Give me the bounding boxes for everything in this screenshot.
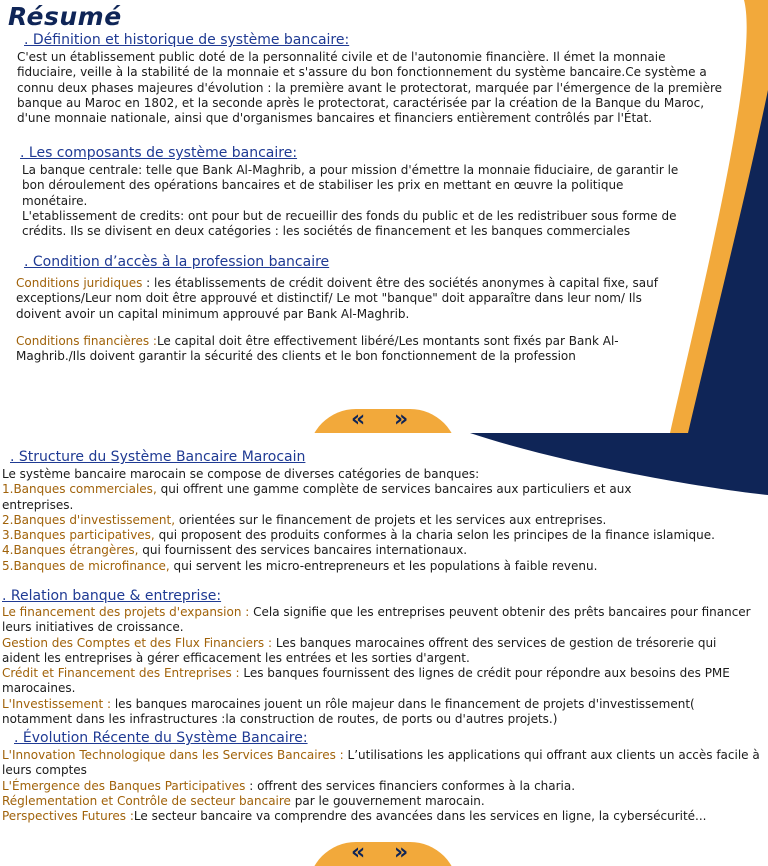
item-label: 4.Banques étrangères, <box>2 543 139 558</box>
item-label: Réglementation et Contrôle de secteur bancaire <box>2 793 291 808</box>
next-slide-button[interactable]: » <box>394 409 409 432</box>
list-item <box>2 697 758 728</box>
item-label: Crédit et Financement des Entreprises : <box>2 666 240 681</box>
conditions-financieres-label: Conditions financières : <box>16 334 157 348</box>
composants-block <box>22 163 682 239</box>
item-text: Les banques marocaines offrent des services de gestion de trésorerie qui aident les entreprises à gérer efficacement les entrées et les sorties d'argent. <box>2 635 717 665</box>
list-item <box>2 513 766 528</box>
item-label: L'Innovation Technologique dans les Services Bancaires : <box>2 748 344 762</box>
list-item <box>2 794 766 809</box>
heading-relation: . Relation banque & entreprise: <box>2 588 222 604</box>
list-item <box>2 748 766 779</box>
item-label: Gestion des Comptes et des Flux Financiers : <box>2 635 272 650</box>
prev-slide-button[interactable]: « <box>351 409 366 432</box>
relation-block <box>2 605 758 727</box>
evolution-block <box>2 748 766 824</box>
item-label: Le financement des projets d'expansion : <box>2 605 250 619</box>
list-item <box>2 528 766 543</box>
conditions-juridiques <box>16 276 680 322</box>
item-label: L'Émergence des Banques Participatives <box>2 778 246 793</box>
slide2-nav-control <box>308 842 458 866</box>
list-item <box>2 636 758 667</box>
definition-text: C'est un établissement public doté de la personnalité civile et de l'autonomie financière. Il émet la monnaie fiduciaire, veille à la stabilité de la monnaie et s'assure du bon fonctionnement du système bancaire.Ce système a connu deux phases majeures d'évolution : la première avant le protectorat, marquée par l'émergence de la première banque au Maroc en 1802, et la seconde après le protectorat, caractérisée par la création de la Banque du Maroc, d'une monnaie nationale, ainsi que d'organismes bancaires et financiers entièrement contrôlés par l'État. <box>17 50 723 126</box>
item-label: 2.Banques d'investissement, <box>2 512 176 527</box>
item-label: 1.Banques commerciales, <box>2 482 157 497</box>
list-item <box>2 666 758 697</box>
list-item <box>2 809 766 824</box>
heading-condition-acces: . Condition d’accès à la profession bancaire <box>24 254 330 270</box>
conditions-financieres <box>16 334 680 365</box>
item-label: 5.Banques de microfinance, <box>2 558 170 573</box>
list-item <box>2 482 638 513</box>
item-label: L'Investissement : <box>2 696 112 711</box>
page-title: Résumé <box>8 2 122 31</box>
conditions-financieres-text: Le capital doit être effectivement libéré/Les montants sont fixés par Bank Al-Maghrib./Ils doivent garantir la sécurité des clients et le bon fonctionnement de la profession <box>16 334 619 364</box>
heading-definition: . Définition et historique de système bancaire: <box>24 32 350 48</box>
prev-slide-button[interactable]: « <box>351 842 366 865</box>
slide1-nav-control <box>308 409 458 433</box>
item-text: qui fournissent des services bancaires internationaux. <box>138 543 468 558</box>
item-label: 3.Banques participatives, <box>2 528 155 543</box>
item-text: orientées sur le financement de projets et les services aux entreprises. <box>175 512 607 527</box>
heading-evolution: . Évolution Récente du Système Bancaire: <box>14 730 308 746</box>
heading-structure: . Structure du Système Bancaire Marocain <box>10 449 306 465</box>
slide-structure <box>0 433 768 866</box>
next-slide-button[interactable]: » <box>394 842 409 865</box>
item-text: les banques marocaines jouent un rôle majeur dans le financement de projets d'investissement( notamment dans les infrastructures :la construction de routes, de ports ou d'autres projets.) <box>2 696 695 727</box>
item-label: Perspectives Futures : <box>2 809 134 824</box>
banque-centrale-text: La banque centrale: telle que Bank Al-Maghrib, a pour mission d'émettre la monnaie fiduciaire, de garantir le bon déroulement des opérations bancaires et de stabiliser les prix en mettant en œuvre la politique monétaire. <box>22 163 679 208</box>
item-text: qui servent les micro-entrepreneurs et les populations à faible revenu. <box>169 558 598 573</box>
conditions-juridiques-label: Conditions juridiques <box>16 276 143 290</box>
nav-dome <box>308 409 458 433</box>
list-item <box>2 559 766 574</box>
list-item <box>2 543 766 558</box>
list-item <box>2 779 766 794</box>
structure-intro: Le système bancaire marocain se compose de diverses catégories de banques: <box>2 467 480 481</box>
item-text: L’utilisations les applications qui offrant aux clients un accès facile à leurs comptes <box>2 748 760 778</box>
item-text: Les banques fournissent des lignes de crédit pour répondre aux besoins des PME marocaines. <box>2 666 730 696</box>
etablissement-credits-text: L'etablissement de credits: ont pour but de recueillir des fonds du public et de les redistribuer sous forme de crédits. Ils se divisent en deux catégories : les sociétés de financement et les banques commerciales <box>22 208 677 239</box>
item-text: : offrent des services financiers conformes à la charia. <box>245 778 576 793</box>
item-text: par le gouvernement marocain. <box>290 793 485 808</box>
item-text: qui offrent une gamme complète de services bancaires aux particuliers et aux entreprises. <box>2 482 632 512</box>
nav-dome <box>308 842 458 866</box>
item-text: qui proposent des produits conformes à la charia selon les principes de la finance islamique. <box>154 528 715 543</box>
heading-composants: . Les composants de système bancaire: <box>20 145 298 161</box>
item-text: Cela signifie que les entreprises peuvent obtenir des prêts bancaires pour financer leurs initiatives de croissance. <box>2 605 751 635</box>
conditions-juridiques-text: : les établissements de crédit doivent être des sociétés anonymes à capital fixe, sauf exceptions/Leur nom doit être approuvé et distinctif/ Le mot "banque" doit apparaître dans leur nom/ Ils doivent avoir un capital minimum approuvé par Bank Al-Maghrib. <box>16 276 658 321</box>
list-item <box>2 605 758 636</box>
structure-block <box>2 467 766 574</box>
item-text: Le secteur bancaire va comprendre des avancées dans les services en ligne, la cybersécurité... <box>133 809 707 824</box>
